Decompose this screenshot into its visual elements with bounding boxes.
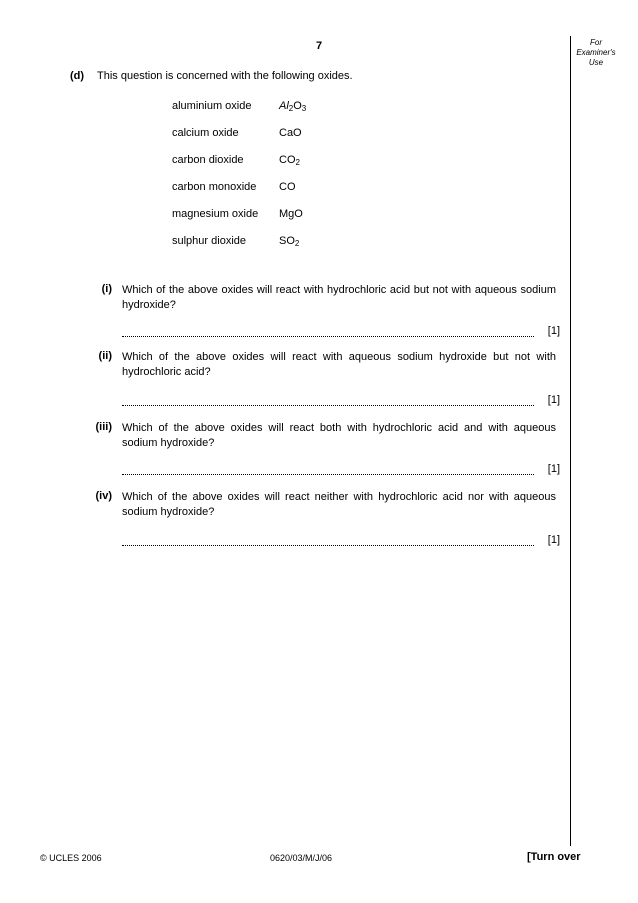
oxide-row: [172, 208, 372, 222]
oxide-name: calcium oxide: [172, 127, 239, 139]
examiner-label-line: Examiner's: [576, 48, 616, 57]
question-number: (ii): [98, 350, 112, 362]
oxide-formula: [279, 208, 303, 220]
answer-line[interactable]: [122, 405, 534, 406]
formula-subscript: 2: [294, 239, 300, 248]
formula-symbol: CaO: [279, 127, 302, 139]
formula-symbol: O: [293, 100, 302, 112]
oxide-formula: [279, 127, 302, 139]
oxide-row: [172, 100, 372, 114]
oxide-name: magnesium oxide: [172, 208, 259, 220]
question-number: (i): [101, 283, 112, 295]
question-text: Which of the above oxides will react both with hydrochloric acid and with aqueous sodium hydroxide?: [122, 422, 556, 449]
formula-symbol: Al: [279, 100, 289, 112]
examiner-label-line: Use: [588, 58, 604, 67]
oxide-formula: [279, 235, 299, 248]
formula-subscript: 3: [301, 104, 307, 113]
copyright: © UCLES 2006: [40, 853, 102, 863]
mark-allocation: [1]: [547, 394, 560, 406]
oxide-row: [172, 181, 372, 195]
examiner-margin-line: [570, 36, 571, 846]
oxide-row: [172, 154, 372, 168]
oxide-name: carbon monoxide: [172, 181, 257, 193]
question-text: Which of the above oxides will react with hydrochloric acid but not with aqueous sodium hydroxide?: [122, 284, 556, 311]
answer-line[interactable]: [122, 336, 534, 337]
question-text: Which of the above oxides will react neither with hydrochloric acid nor with aqueous sodium hydroxide?: [122, 491, 556, 518]
answer-line[interactable]: [122, 474, 534, 475]
mark-allocation: [1]: [547, 325, 560, 337]
examiner-use-label: [572, 38, 620, 68]
answer-line[interactable]: [122, 545, 534, 546]
turn-over: [Turn over: [527, 851, 581, 863]
oxide-formula: [279, 181, 296, 193]
oxide-formula: [279, 100, 306, 113]
examiner-label-line: For: [590, 38, 602, 47]
part-intro: This question is concerned with the following oxides.: [97, 70, 353, 82]
formula-subscript: 2: [295, 158, 300, 167]
formula-symbol: CO: [279, 181, 296, 193]
page-number: 7: [315, 40, 323, 52]
formula-symbol: CO: [279, 154, 296, 166]
paper-code: 0620/03/M/J/06: [270, 853, 333, 863]
oxide-name: carbon dioxide: [172, 154, 244, 166]
part-label: (d): [70, 70, 85, 82]
question-number: (iii): [95, 421, 112, 433]
question-number: (iv): [95, 490, 112, 502]
oxide-formula: [279, 154, 300, 167]
question-text: Which of the above oxides will react with aqueous sodium hydroxide but not with hydrochloric acid?: [122, 351, 556, 378]
oxide-name: aluminium oxide: [172, 100, 252, 112]
oxide-name: sulphur dioxide: [172, 235, 246, 247]
mark-allocation: [1]: [547, 463, 560, 475]
formula-symbol: MgO: [279, 208, 303, 220]
mark-allocation: [1]: [547, 534, 560, 546]
formula-subscript: 2: [288, 104, 294, 113]
oxide-row: [172, 127, 372, 141]
oxide-row: [172, 235, 372, 249]
formula-symbol: SO: [279, 235, 295, 247]
